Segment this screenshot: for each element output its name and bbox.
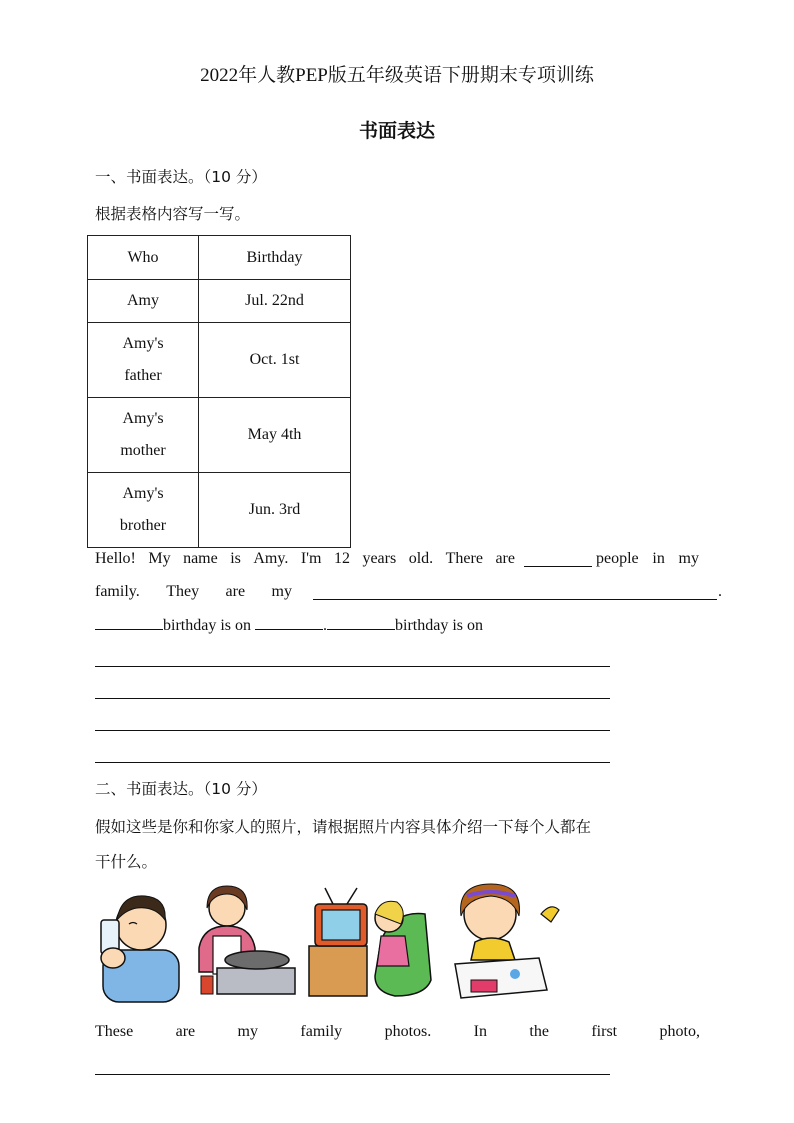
table-header-birthday: Birthday — [199, 236, 351, 280]
section2-heading: 二、书面表达。（10 分） — [95, 780, 267, 798]
girl-drawing-icon — [455, 884, 559, 998]
table-cell-who: Amy's father — [88, 323, 199, 398]
passage-line3: birthday is on . birthday is on — [95, 615, 483, 635]
boy-drinking-icon — [101, 896, 179, 1002]
writing-line[interactable] — [95, 730, 610, 731]
family-photos — [95, 880, 565, 1005]
passage-line2-start: family. They are my — [95, 583, 292, 600]
table-cell-who: Amy — [88, 280, 199, 323]
section2-instruction-line1: 假如这些是你和你家人的照片，请根据照片内容具体介绍一下每个人都在 — [95, 818, 592, 836]
table-cell-birthday: May 4th — [199, 398, 351, 473]
passage-line2-period: . — [718, 583, 722, 600]
blank-family-members[interactable] — [313, 585, 717, 605]
section2-answer-start: These are my family photos. In the first photo, — [95, 1023, 700, 1040]
table-cell-birthday: Jul. 22nd — [199, 280, 351, 323]
table-header-row — [88, 236, 351, 280]
writing-line[interactable] — [95, 698, 610, 699]
girl-watching-tv-icon — [309, 888, 431, 996]
page-subtitle: 书面表达 — [358, 120, 435, 142]
table-row — [88, 280, 351, 323]
table-cell-who: Amy's brother — [88, 473, 199, 548]
table-cell-birthday: Jun. 3rd — [199, 473, 351, 548]
writing-line[interactable] — [95, 666, 610, 667]
table-row — [88, 323, 351, 398]
section2-instruction-line2: 干什么。 — [95, 853, 158, 871]
blank-people-count[interactable] — [524, 552, 592, 572]
woman-cooking-icon — [199, 886, 295, 994]
writing-line[interactable] — [95, 1074, 610, 1075]
table-header-who: Who — [88, 236, 199, 280]
blank-who-1[interactable] — [95, 615, 163, 630]
passage-line1-start: Hello! My name is Amy. I'm 12 years old. There are — [95, 550, 515, 567]
writing-line[interactable] — [95, 762, 610, 763]
page-title: 2022年人教PEP版五年级英语下册期末专项训练 — [200, 65, 594, 86]
table-row — [88, 398, 351, 473]
table-cell-birthday: Oct. 1st — [199, 323, 351, 398]
passage-line1-end: people in my — [596, 550, 699, 567]
table-cell-who: Amy's mother — [88, 398, 199, 473]
birthday-table — [87, 235, 351, 548]
blank-who-2[interactable] — [327, 615, 395, 630]
blank-date-1[interactable] — [255, 615, 323, 630]
table-row — [88, 473, 351, 548]
section1-heading: 一、书面表达。（10 分） — [95, 168, 267, 186]
section1-instruction: 根据表格内容写一写。 — [95, 205, 251, 223]
